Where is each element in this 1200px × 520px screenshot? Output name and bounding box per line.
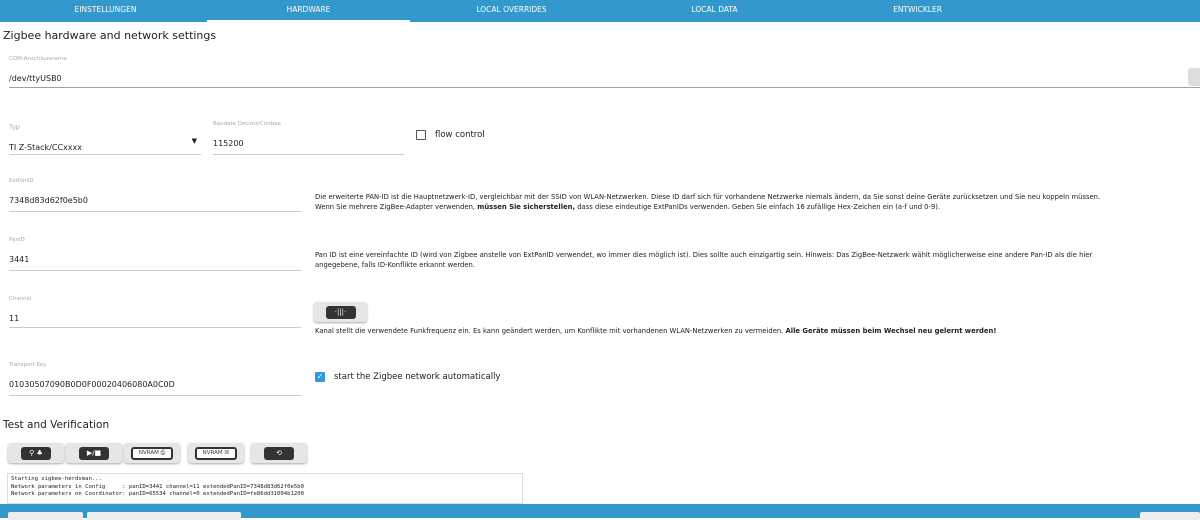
close-button[interactable] [1140, 512, 1200, 520]
flow-control-checkbox[interactable] [416, 130, 485, 140]
extpanid-description: Die erweiterte PAN-ID ist die Hauptnetzwerk-ID, vergleichbar mit der SSID von WLAN-Netzwerken. Diese ID darf sich für vorhandene Netzwerke niemals ändern, da Sie sonst deine Geräte zurücksetzen und Sie neu koppeln müssen. Wenn Sie mehrere ZigBee-Adapter verwenden, müssen Sie sicherstellen, dass diese eindeutige ExtPanIDs verwenden. Geben Sie einfach 16 zufällige Hex-Zeichen ein (a-f und 0-9). [315, 193, 1101, 211]
log-line: Starting zigbee-herdsman... [11, 476, 102, 482]
side-panel-handle[interactable] [1188, 68, 1200, 86]
typ-select[interactable] [9, 123, 201, 155]
log-output [7, 473, 523, 504]
panid-description: Pan ID ist eine vereinfachte ID (wird von Zigbee anstelle von ExtPanID verwendet, wo immer dies möglich ist). Dies sollte auch einzigartig sein. Hinweis: Das ZigBee-Netzwerk wählt möglicherweise eine andere Pan-ID als die hier angegebene, falls ID-Konflikte erkannt werden. [315, 251, 1093, 269]
extpanid-field[interactable] [9, 178, 301, 212]
chevron-down-icon: ▼ [191, 137, 197, 145]
com-port-field[interactable] [9, 56, 1200, 88]
panid-field[interactable] [9, 237, 301, 271]
autostart-label: start the Zigbee network automatically [334, 372, 501, 382]
nvram-backup-icon: NVRAM ⎙ [131, 447, 173, 460]
test-section-title: Test and Verification [3, 419, 110, 431]
start-stop-button[interactable] [66, 443, 122, 463]
com-port-label: COM-Anschlussname [9, 56, 67, 62]
log-line: Network parameters on Coordinator: panID=65534 channel=0 extendedPanID=fe86dd31004b1200 [11, 491, 304, 498]
typ-label: Typ [9, 123, 20, 131]
tab-einstellungen[interactable]: EINSTELLUNGEN [74, 5, 137, 14]
transport-key-field[interactable] [9, 362, 301, 396]
checkbox-icon [416, 130, 426, 140]
transport-key-value: 01030507090B0D0F00020406080A0C0D [9, 380, 175, 389]
autostart-checkbox[interactable] [315, 372, 500, 382]
nvram-delete-button[interactable] [188, 443, 244, 463]
usb-network-button[interactable] [8, 443, 64, 463]
save-close-button[interactable] [87, 512, 241, 520]
flow-control-label: flow control [435, 130, 485, 140]
tab-hardware[interactable]: HARDWARE [207, 0, 410, 22]
bottom-toolbar [0, 504, 1200, 518]
baudrate-value: 115200 [213, 139, 244, 148]
section-title: Zigbee hardware and network settings [3, 29, 217, 42]
waveform-icon: ·|||· [326, 306, 356, 319]
usb-network-icon: ⚲ ♣ [21, 447, 51, 460]
channel-value: 11 [9, 314, 20, 323]
channel-description: Kanal stellt die verwendete Funkfrequenz ein. Es kann geändert werden, um Konflikte mit vorhandenen WLAN-Netzwerken zu vermeiden. Alle Geräte müssen beim Wechsel neu gelernt werden! [315, 327, 997, 335]
baudrate-field[interactable] [213, 121, 404, 155]
tab-entwickler[interactable]: ENTWICKLER [893, 5, 942, 14]
checkmark-icon: ✓ [316, 372, 324, 381]
tab-bar [0, 0, 1200, 22]
channel-scan-button[interactable] [314, 302, 367, 322]
com-port-value: /dev/ttyUSB0 [9, 74, 62, 83]
nvram-backup-button[interactable] [124, 443, 180, 463]
tab-local-overrides[interactable]: LOCAL OVERRIDES [476, 5, 547, 14]
play-stop-icon: ▶/■ [79, 447, 109, 460]
reset-icon: ⟲ [264, 447, 294, 460]
transport-key-label: Transport Key [9, 362, 47, 368]
tab-local-data[interactable]: LOCAL DATA [691, 5, 738, 14]
reset-button[interactable] [251, 443, 307, 463]
channel-label: Channel [9, 296, 32, 302]
panid-value: 3441 [9, 255, 30, 264]
baudrate-label: Baudate Deconz/Conbee [213, 121, 281, 127]
panid-label: PanID [9, 237, 25, 243]
extpanid-value: 7348d83d62f0e5b0 [9, 196, 88, 205]
channel-field[interactable] [9, 296, 301, 328]
nvram-delete-icon: NVRAM ☒ [195, 447, 237, 460]
save-button[interactable] [8, 512, 83, 520]
extpanid-label: ExtPanID [9, 178, 34, 184]
log-line: Network parameters in Config : panID=3441 channel=11 extendedPanID=7348d83d62f0e5b0 [11, 483, 304, 490]
typ-value: TI Z-Stack/CCxxxx [9, 143, 82, 152]
